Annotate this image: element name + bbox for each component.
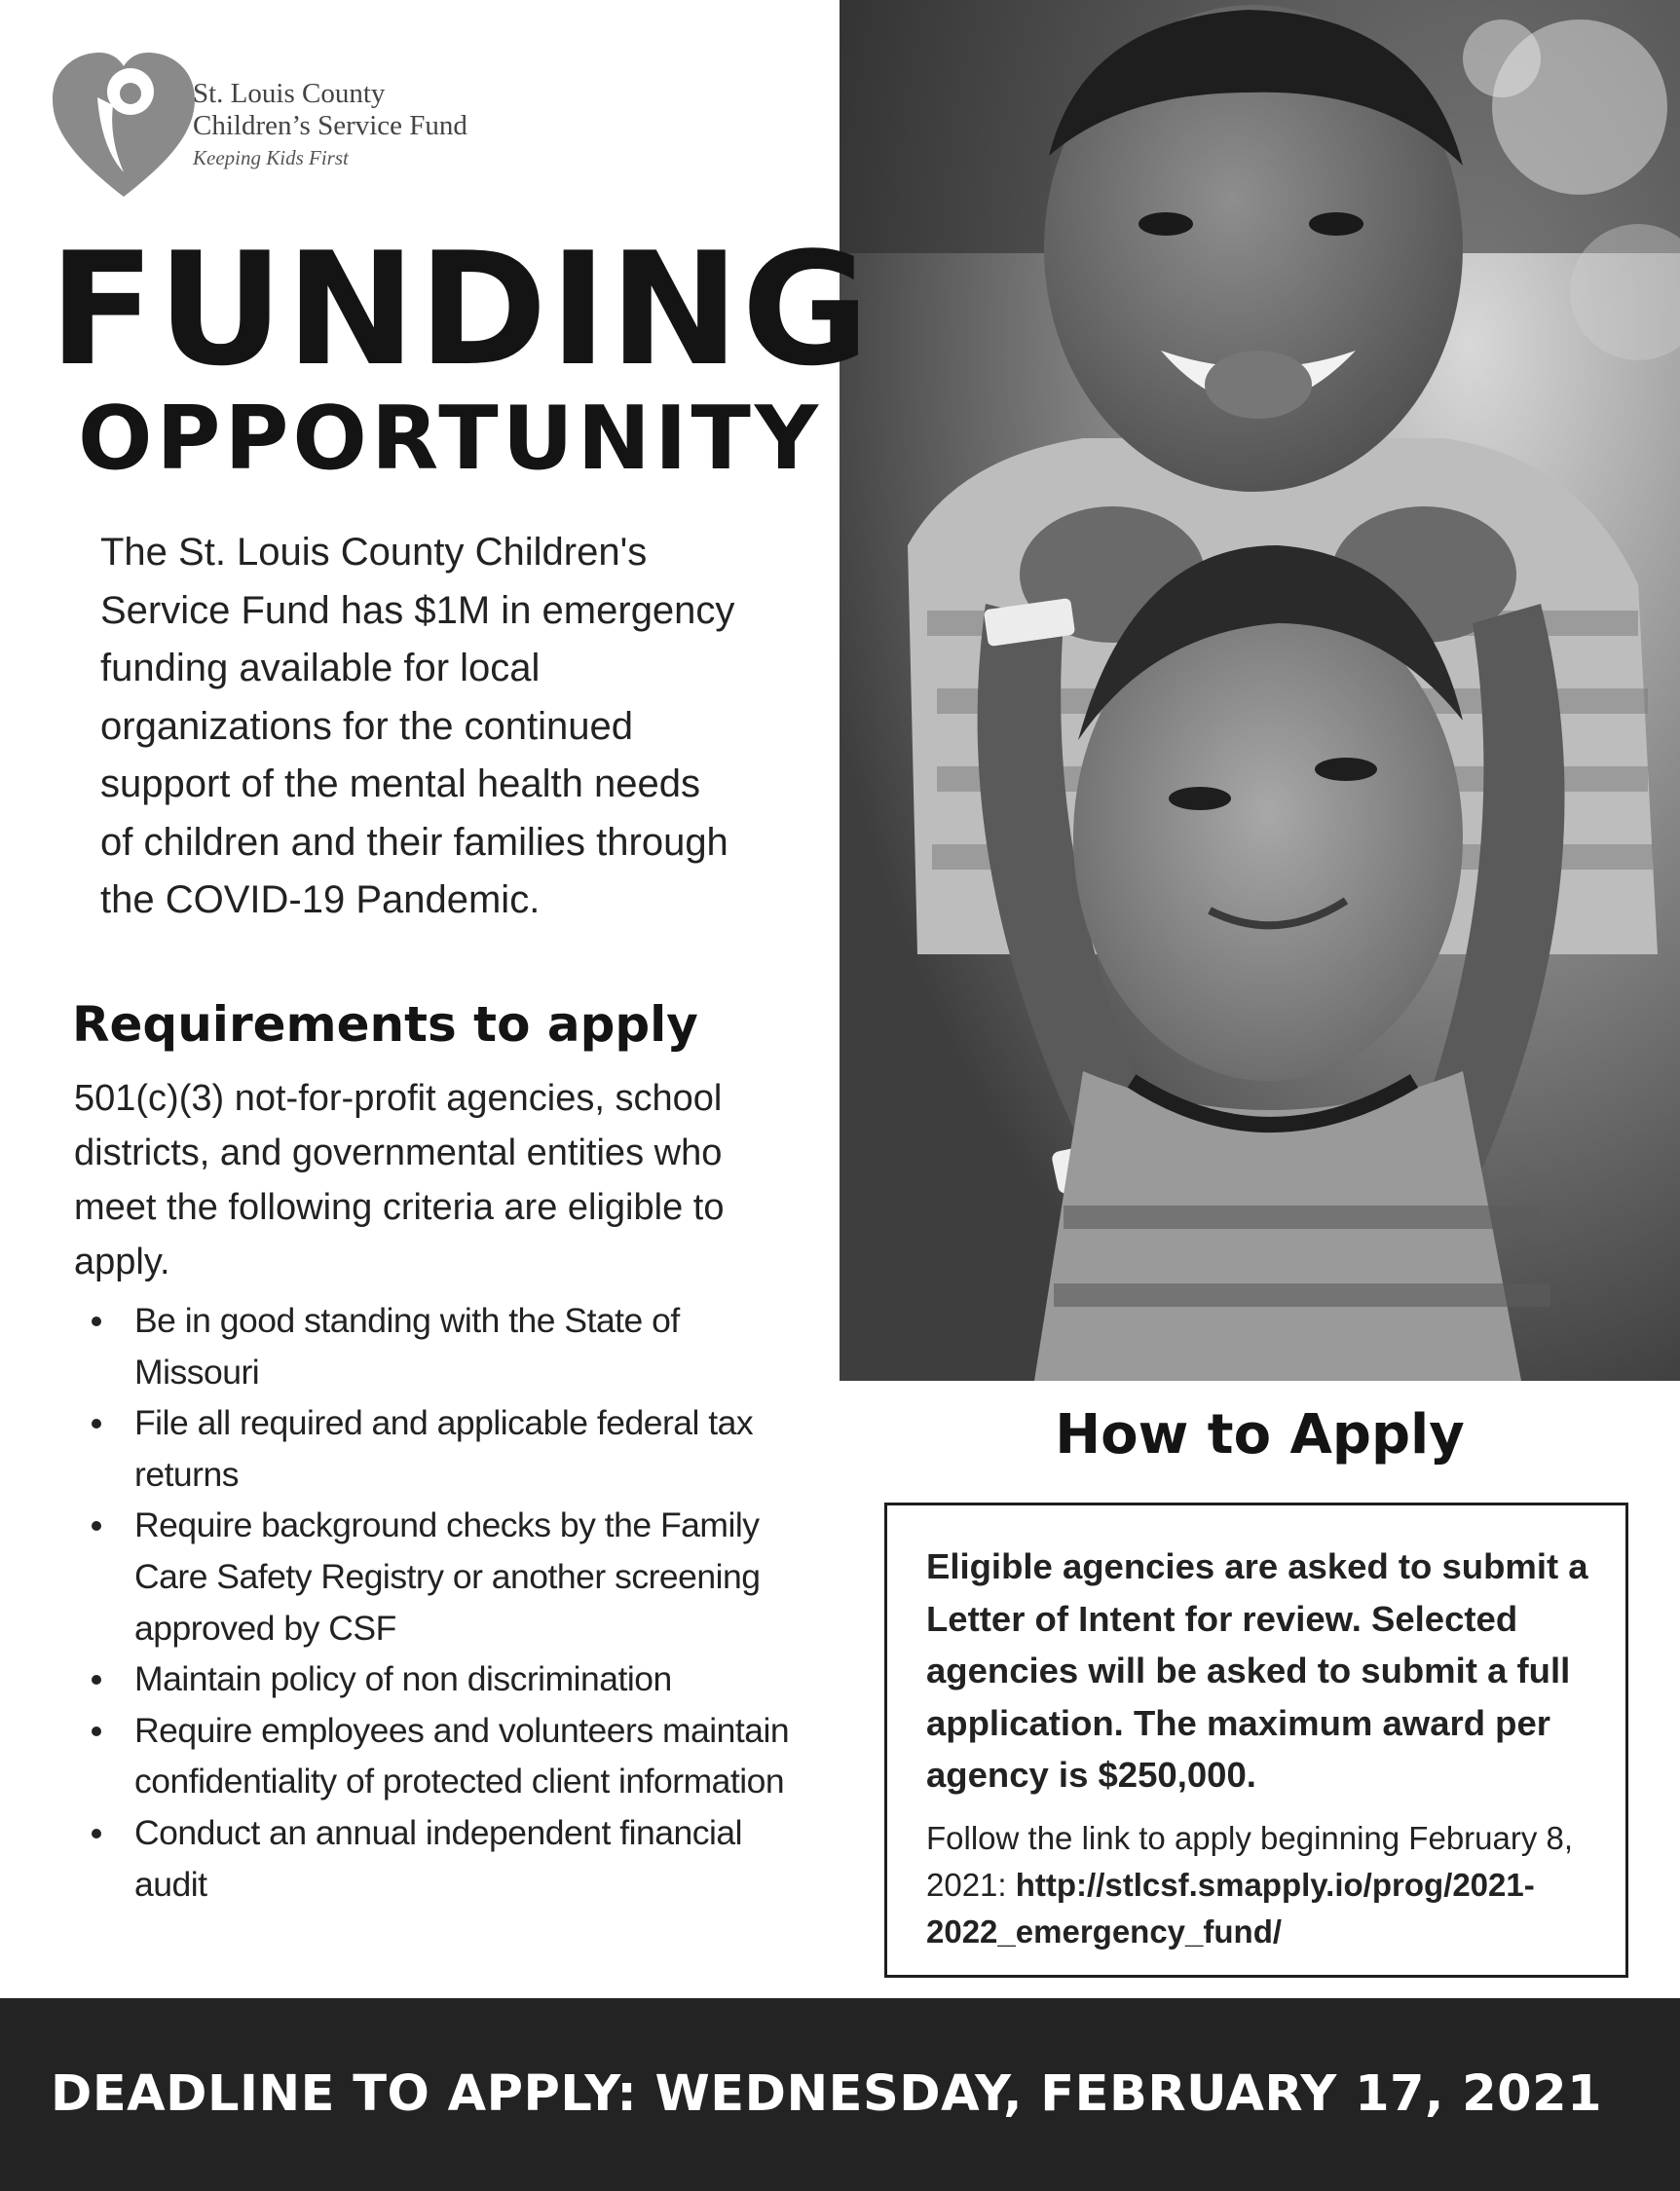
headline [49, 218, 872, 493]
criteria-list [90, 1295, 810, 1910]
criteria-text: Maintain policy of non discrimination [134, 1659, 672, 1699]
photo-two-boys [840, 0, 1680, 1381]
list-item [90, 1653, 810, 1705]
apply-link-intro: Follow the link to apply beginning February 8, 2021: [926, 1819, 1574, 1903]
criteria-text: File all required and applicable federal tax returns [134, 1403, 754, 1494]
requirements-heading: Requirements to apply [72, 996, 698, 1053]
headline-funding: FUNDING [49, 218, 872, 400]
list-item [90, 1500, 810, 1653]
apply-link-paragraph [926, 1815, 1590, 1955]
list-item [90, 1397, 810, 1500]
logo-text [193, 78, 467, 171]
logo-org-line-1: St. Louis County [193, 78, 386, 109]
list-item [90, 1295, 810, 1397]
heart-logo-icon [51, 51, 197, 199]
how-to-apply-box [884, 1503, 1628, 1978]
headline-opportunity: OPPORTUNITY [78, 388, 823, 490]
criteria-text: Conduct an annual independent financial audit [134, 1812, 742, 1904]
deadline-text: DEADLINE TO APPLY: WEDNESDAY, FEBRUARY 17, 2021 [51, 2065, 1603, 2123]
list-item [90, 1807, 810, 1910]
bullet-icon [92, 1419, 101, 1429]
criteria-text: Be in good standing with the State of Missouri [134, 1301, 680, 1392]
how-to-apply-heading: How to Apply [1055, 1403, 1465, 1467]
bullet-icon [92, 1829, 101, 1838]
list-item [90, 1705, 810, 1807]
logo-org-line-2: Children’s Service Fund [193, 110, 467, 141]
deadline-banner [0, 1998, 1680, 2191]
logo-tagline: Keeping Kids First [193, 146, 349, 169]
requirements-intro: 501(c)(3) not-for-profit agencies, school districts, and governmental entities who meet the following criteria are eligible to apply. [74, 1078, 725, 1282]
apply-link[interactable]: http://stlcsf.smapply.io/prog/2021-2022_emergency_fund/ [926, 1866, 1535, 1950]
intro-paragraph: The St. Louis County Children's Service Fund has $1M in emergency funding available for local organizations for the continued support of the mental health needs of children and their families through the COVID-19 Pandemic. [100, 531, 735, 921]
apply-instructions: Eligible agencies are asked to submit a Letter of Intent for review. Selected agencies will be asked to submit a full application. The maximum award per agency is $250,000. [926, 1546, 1588, 1795]
bullet-icon [92, 1675, 101, 1685]
photo-illustration [840, 0, 1680, 1381]
bullet-icon [92, 1317, 101, 1326]
organization-logo [51, 51, 557, 206]
criteria-text: Require employees and volunteers maintain confidentiality of protected client information [134, 1710, 790, 1801]
bullet-icon [92, 1521, 101, 1531]
bullet-icon [92, 1727, 101, 1736]
criteria-text: Require background checks by the Family Care Safety Registry or another screening approved by CSF [134, 1505, 761, 1648]
